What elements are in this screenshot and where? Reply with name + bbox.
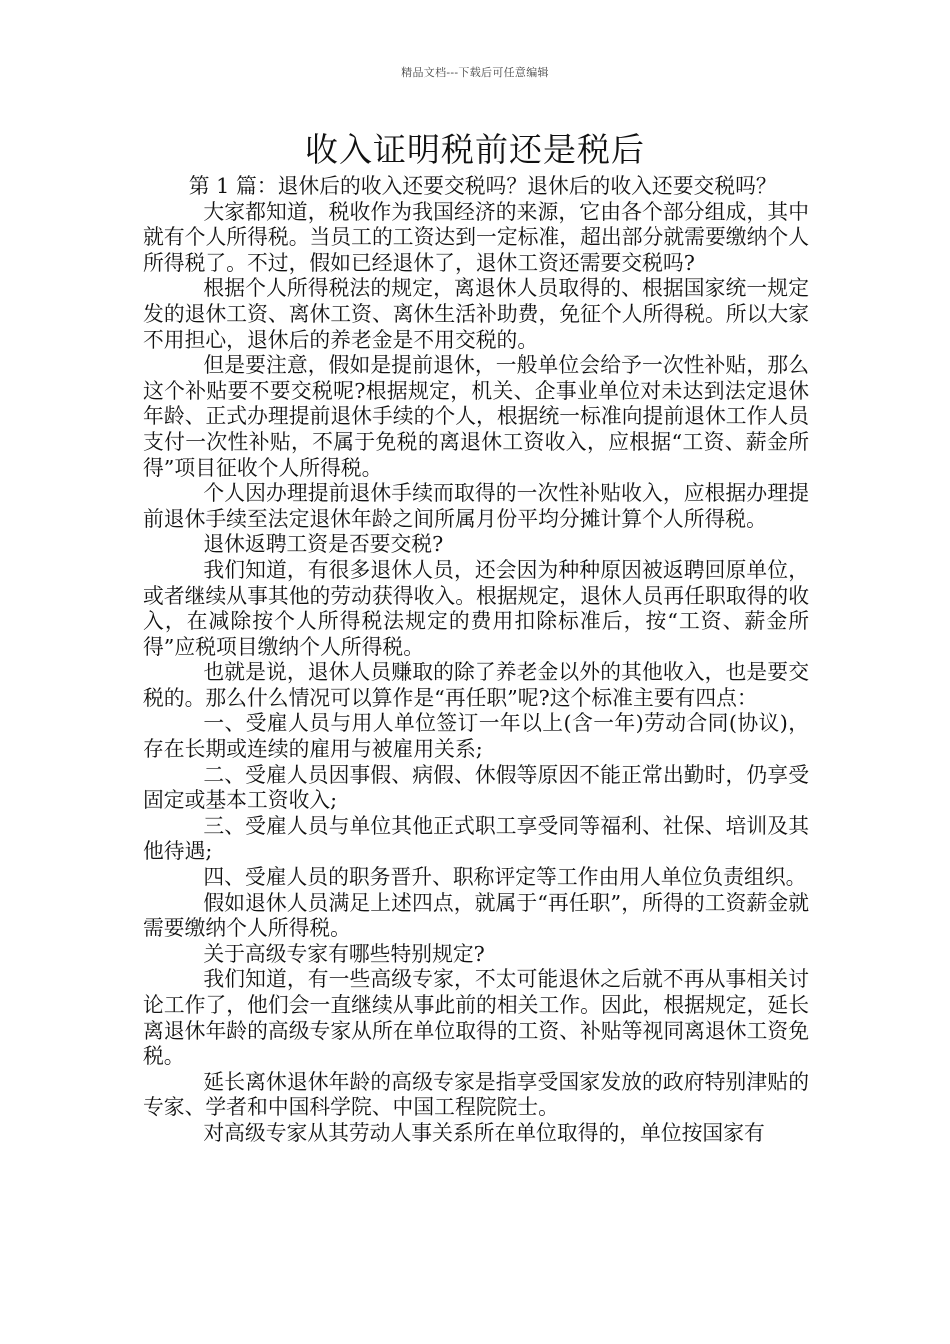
- paragraph: 我们知道，有一些高级专家，不太可能退休之后就不再从事相关讨论工作了，他们会一直继续从事此前的相关工作。因此，根据规定，延长离退休年龄的高级专家从所在单位取得的工资、补贴等视同离退休工资免税。: [143, 967, 809, 1069]
- section-question: 退休返聘工资是否要交税?: [203, 532, 444, 557]
- paragraph: 个人因办理提前退休手续而取得的一次性补贴收入，应根据办理提前退休手续至法定退休年龄之间所属月份平均分摊计算个人所得税。: [143, 481, 809, 531]
- document-title: 收入证明税前还是税后: [305, 130, 645, 169]
- list-item: 二、受雇人员因事假、病假、休假等原因不能正常出勤时，仍享受固定或基本工资收入;: [143, 762, 809, 813]
- document-body: [143, 174, 809, 1147]
- paragraph: 延长离休退休年龄的高级专家是指享受国家发放的政府特别津贴的专家、学者和中国科学院、中国工程院院士。: [143, 1069, 809, 1120]
- header-note: 精品文档---下载后可任意编辑: [401, 66, 549, 79]
- paragraph: 大家都知道，税收作为我国经济的来源，它由各个部分组成，其中就有个人所得税。当员工的工资达到一定标准，超出部分就需要缴纳个人所得税了。不过，假如已经退休了，退休工资还需要交税吗?: [143, 199, 809, 275]
- paragraph: 根据个人所得税法的规定，离退休人员取得的、根据国家统一规定发的退休工资、离休工资、离休生活补助费，免征个人所得税。所以大家不用担心，退休后的养老金是不用交税的。: [143, 276, 809, 352]
- paragraph: 但是要注意，假如是提前退休，一般单位会给予一次性补贴，那么这个补贴要不要交税呢?根据规定，机关、企事业单位对未达到法定退休年龄、正式办理提前退休手续的个人，根据统一标准向提前退休工作人员支付一次性补贴，不属于免税的离退休工资收入，应根据“工资、薪金所得”项目征收个人所得税。: [143, 353, 809, 480]
- chapter-heading: 第 1 篇：退休后的收入还要交税吗？退休后的收入还要交税吗？: [188, 174, 777, 198]
- section-question: 关于高级专家有哪些特别规定?: [203, 941, 485, 966]
- paragraph: 假如退休人员满足上述四点，就属于“再任职”，所得的工资薪金就需要缴纳个人所得税。: [143, 890, 809, 941]
- list-item: 一、受雇人员与用人单位签订一年以上(含一年)劳动合同(协议)，存在长期或连续的雇用与被雇用关系;: [143, 711, 809, 762]
- paragraph: 也就是说，退休人员赚取的除了养老金以外的其他收入，也是要交税的。那么什么情况可以算作是“再任职”呢?这个标准主要有四点：: [143, 660, 809, 710]
- paragraph: 我们知道，有很多退休人员，还会因为种种原因被返聘回原单位，或者继续从事其他的劳动获得收入。根据规定，退休人员再任职取得的收入，在减除按个人所得税法规定的费用扣除标准后，按“工资、薪金所得”应税项目缴纳个人所得税。: [143, 557, 809, 659]
- paragraph: 对高级专家从其劳动人事关系所在单位取得的，单位按国家有: [203, 1120, 765, 1145]
- list-item: 三、受雇人员与单位其他正式职工享受同等福利、社保、培训及其他待遇;: [143, 813, 809, 864]
- list-item: 四、受雇人员的职务晋升、职称评定等工作由用人单位负责组织。: [203, 865, 807, 890]
